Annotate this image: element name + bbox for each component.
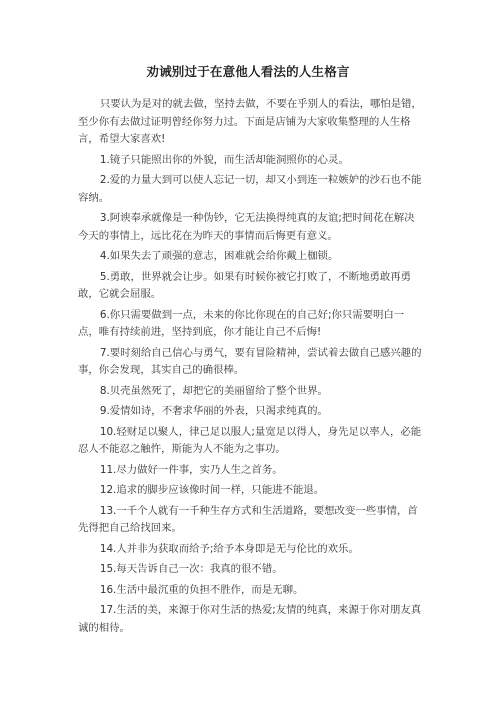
quote-item: 4.如果失去了顽强的意志，困难就会给你戴上枷锁。 bbox=[99, 250, 339, 262]
quote-item: 16.生活中最沉重的负担不胜作，而是无聊。 bbox=[99, 583, 304, 596]
quote-item: 1.镜子只能照出你的外貌，而生活却能洞照你的心灵。 bbox=[99, 153, 349, 166]
document-body bbox=[78, 96, 422, 637]
quote-item: 3.阿谀奉承就像是一种伪钞，它无法换得纯真的友谊;把时间花在解决今天的事情上，远比花在为昨天的事情而后悔更有意义。 bbox=[78, 212, 415, 242]
quote-item: 17.生活的美，来源于你对生活的热爱;友情的纯真，来源于你对朋友真诚的相待。 bbox=[78, 604, 422, 634]
quote-item: 9.爱情如诗，不奢求华丽的外表，只渴求纯真的。 bbox=[99, 405, 328, 417]
document-title: 劝诫别过于在意他人看法的人生格言 bbox=[146, 64, 350, 79]
quote-item: 14.人并非为获取而给予;给予本身即是无与伦比的欢乐。 bbox=[99, 542, 359, 555]
quote-item: 8.贝壳虽然死了，却把它的美丽留给了整个世界。 bbox=[99, 384, 328, 397]
quote-item: 11.尽力做好一件事，实乃人生之首务。 bbox=[99, 463, 283, 476]
quote-item: 7.要时刻给自己信心与勇气，要有冒险精神，尝试着去做自己感兴趣的事，你会发现，其实自己的确很棒。 bbox=[78, 346, 422, 376]
quote-item: 15.每天告诉自己一次：我真的很不错。 bbox=[99, 563, 283, 575]
intro-paragraph: 只要认为是对的就去做，坚持去做，不要在乎别人的看法，哪怕是错，至少你有去做过证明曾经你努力过。下面是店铺为大家收集整理的人生格言，希望大家喜欢! bbox=[78, 98, 422, 145]
quote-item: 2.爱的力量大到可以使人忘记一切，却又小到连一粒嫉妒的沙石也不能容纳。 bbox=[78, 174, 422, 204]
quote-item: 13.一千个人就有一千种生存方式和生活道路，要想改变一些事情，首先得把自己给找回来。 bbox=[78, 504, 418, 534]
quote-item: 6.你只需要做到一点，未来的你比你现在的自己好;你只需要明白一点，唯有持续前进，坚持到底，你才能让自己不后悔! bbox=[78, 308, 405, 338]
quote-item: 12.追求的脚步应该像时间一样，只能进不能退。 bbox=[99, 484, 325, 496]
quote-item: 5.勇敢，世界就会让步。如果有时候你被它打败了，不断地勇敢再勇敢，它就会屈服。 bbox=[78, 270, 412, 300]
quote-item: 10.轻财足以聚人，律己足以服人;量宽足以得人，身先足以率人，必能忍人不能忍之触忤，斯能为人不能为之事功。 bbox=[78, 425, 422, 455]
